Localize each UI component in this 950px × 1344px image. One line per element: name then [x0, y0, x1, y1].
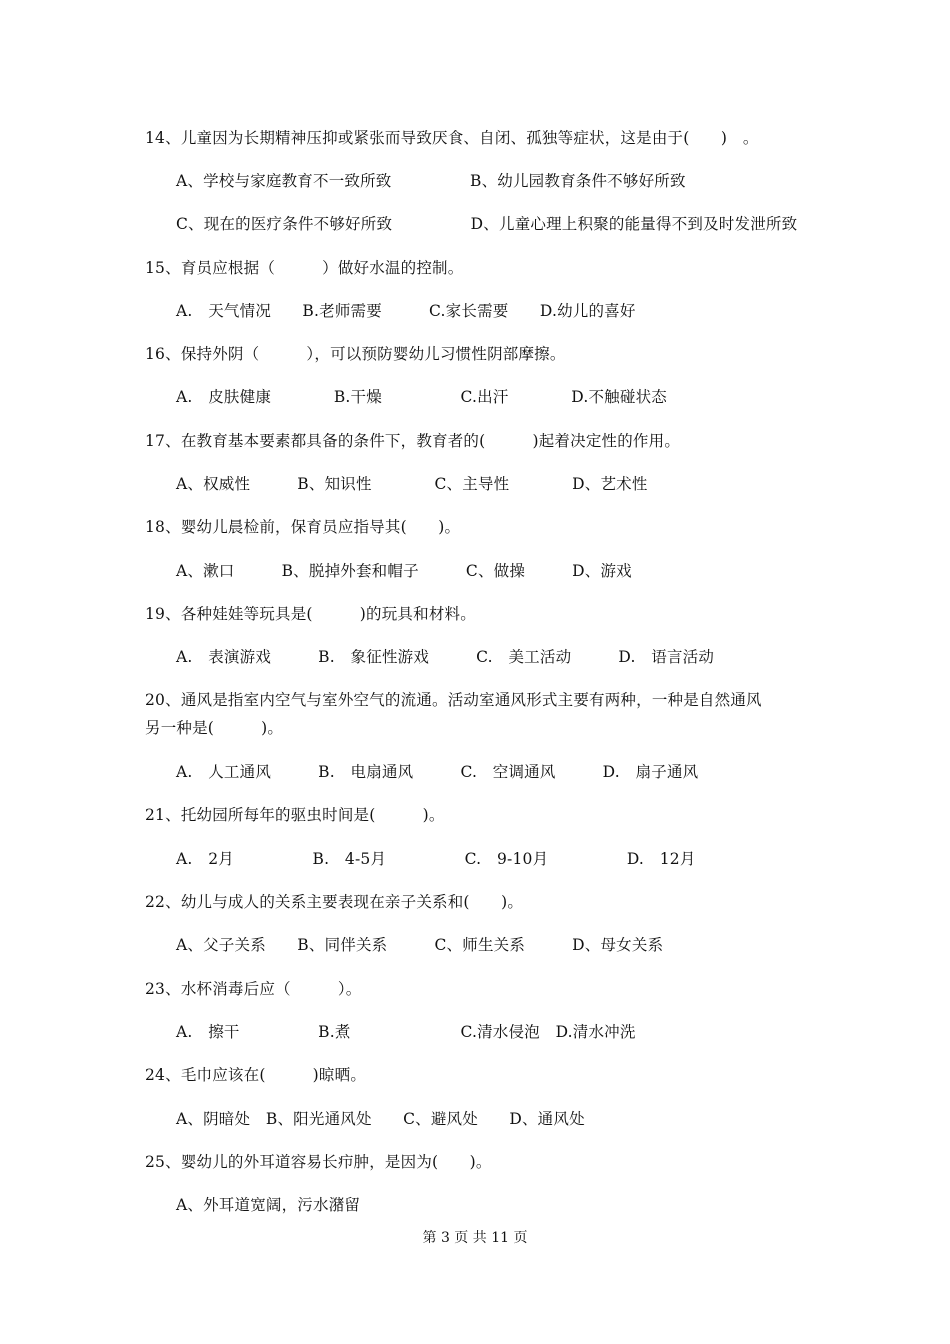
question-21-options: A. 2月 B. 4-5月 C. 9-10月 D. 12月 [176, 850, 696, 868]
question-25-options: A、外耳道宽阔，污水潴留 [176, 1196, 361, 1214]
question-24: 24、毛巾应该在( )晾晒。 [145, 1066, 367, 1084]
question-18-options: A、漱口 B、脱掉外套和帽子 C、做操 D、游戏 [176, 562, 632, 580]
question-19: 19、各种娃娃等玩具是( )的玩具和材料。 [145, 605, 476, 623]
question-20: 20、通风是指室内空气与室外空气的流通。活动室通风形式主要有两种，一种是自然通风 [145, 691, 762, 709]
question-14: 14、儿童因为长期精神压抑或紧张而导致厌食、自闭、孤独等症状，这是由于( ) 。 [145, 129, 759, 147]
question-14-options-row-2: C、现在的医疗条件不够好所致 D、儿童心理上积聚的能量得不到及时发泄所致 [176, 215, 798, 233]
question-24-options: A、阴暗处 B、阳光通风处 C、避风处 D、通风处 [176, 1110, 585, 1128]
question-23-options: A. 擦干 B.煮 C.清水侵泡 D.清水冲洗 [176, 1023, 636, 1041]
page-number-footer: 第 3 页 共 11 页 [422, 1230, 528, 1246]
question-16: 16、保持外阴（ ），可以预防婴幼儿习惯性阴部摩擦。 [145, 345, 566, 363]
question-23: 23、水杯消毒后应（ ）。 [145, 980, 362, 998]
question-15: 15、育员应根据（ ）做好水温的控制。 [145, 259, 464, 277]
question-20-options: A. 人工通风 B. 电扇通风 C. 空调通风 D. 扇子通风 [176, 763, 699, 781]
question-14-options-row-1: A、学校与家庭教育不一致所致 B、幼儿园教育条件不够好所致 [176, 172, 686, 190]
question-22-options: A、父子关系 B、同伴关系 C、师生关系 D、母女关系 [176, 936, 664, 954]
question-18: 18、婴幼儿晨检前，保育员应指导其( )。 [145, 518, 461, 536]
question-19-options: A. 表演游戏 B. 象征性游戏 C. 美工活动 D. 语言活动 [176, 648, 715, 666]
question-17: 17、在教育基本要素都具备的条件下，教育者的( )起着决定性的作用。 [145, 432, 681, 450]
question-16-options: A. 皮肤健康 B.干燥 C.出汗 D.不触碰状态 [176, 388, 667, 406]
question-15-options: A. 天气情况 B.老师需要 C.家长需要 D.幼儿的喜好 [176, 302, 636, 320]
question-21: 21、托幼园所每年的驱虫时间是( )。 [145, 806, 445, 824]
question-17-options: A、权威性 B、知识性 C、主导性 D、艺术性 [176, 475, 648, 493]
question-25: 25、婴幼儿的外耳道容易长疖肿，是因为( )。 [145, 1153, 492, 1171]
question-20-continuation: 另一种是( )。 [145, 719, 284, 737]
question-22: 22、幼儿与成人的关系主要表现在亲子关系和( )。 [145, 893, 524, 911]
